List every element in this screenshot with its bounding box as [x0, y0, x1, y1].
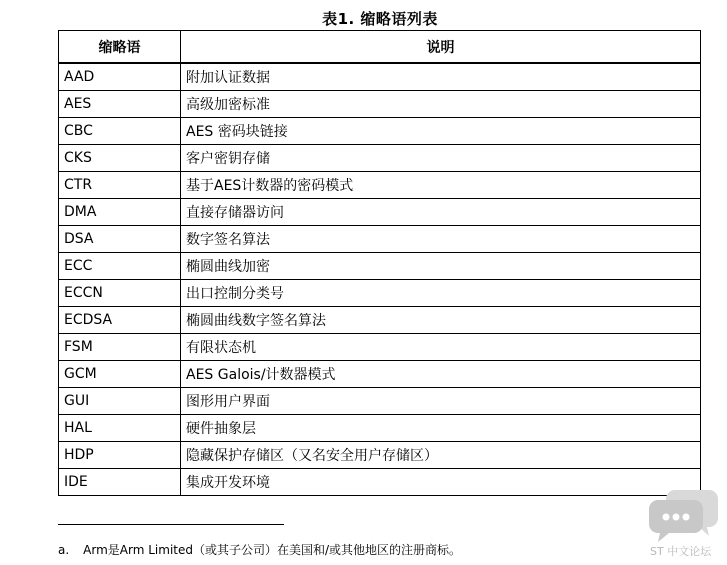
- abbreviation-cell: HAL: [59, 415, 181, 442]
- description-cell: 图形用户界面: [181, 388, 701, 415]
- description-cell: 有限状态机: [181, 334, 701, 361]
- footnote-divider: [58, 524, 284, 525]
- description-cell: 高级加密标准: [181, 91, 701, 118]
- footnote-marker: a.: [58, 543, 70, 557]
- table-row: [59, 172, 701, 199]
- table-row: [59, 145, 701, 172]
- description-cell: 直接存储器访问: [181, 199, 701, 226]
- table-row: [59, 388, 701, 415]
- description-cell: 附加认证数据: [181, 63, 701, 91]
- table-header-row: [59, 31, 701, 64]
- abbreviation-cell: CTR: [59, 172, 181, 199]
- table-row: [59, 361, 701, 388]
- description-cell: 基于AES计数器的密码模式: [181, 172, 701, 199]
- abbreviation-cell: CKS: [59, 145, 181, 172]
- table-caption: 表1. 缩略语列表: [322, 10, 438, 28]
- table-row: [59, 442, 701, 469]
- table-row: [59, 63, 701, 91]
- description-cell: 椭圆曲线数字签名算法: [181, 307, 701, 334]
- abbreviation-table: [58, 30, 701, 496]
- abbreviation-cell: ECCN: [59, 280, 181, 307]
- abbreviation-cell: FSM: [59, 334, 181, 361]
- abbreviation-cell: ECDSA: [59, 307, 181, 334]
- header-abbreviation: 缩略语: [59, 31, 181, 64]
- table-row: [59, 415, 701, 442]
- footnote-text: Arm是Arm Limited（或其子公司）在美国和/或其他地区的注册商标。: [83, 543, 462, 557]
- table-row: [59, 199, 701, 226]
- watermark-text: ST 中文论坛: [650, 545, 712, 558]
- description-cell: 隐藏保护存储区（又名安全用户存储区）: [181, 442, 701, 469]
- description-cell: 出口控制分类号: [181, 280, 701, 307]
- abbreviation-cell: AES: [59, 91, 181, 118]
- abbreviation-cell: IDE: [59, 469, 181, 496]
- table-row: [59, 226, 701, 253]
- table-row: [59, 469, 701, 496]
- forum-watermark: [645, 482, 725, 562]
- table-row: [59, 334, 701, 361]
- table-row: [59, 253, 701, 280]
- abbreviation-cell: GCM: [59, 361, 181, 388]
- abbreviation-cell: ECC: [59, 253, 181, 280]
- abbreviation-cell: DSA: [59, 226, 181, 253]
- footnote: [58, 541, 461, 558]
- description-cell: AES Galois/计数器模式: [181, 361, 701, 388]
- abbreviation-cell: CBC: [59, 118, 181, 145]
- table-row: [59, 118, 701, 145]
- table-row: [59, 91, 701, 118]
- description-cell: AES 密码块链接: [181, 118, 701, 145]
- table-row: [59, 307, 701, 334]
- chat-bubbles-icon: [645, 482, 725, 544]
- abbreviation-cell: AAD: [59, 63, 181, 91]
- description-cell: 客户密钥存储: [181, 145, 701, 172]
- description-cell: 集成开发环境: [181, 469, 701, 496]
- table-row: [59, 280, 701, 307]
- abbreviation-cell: HDP: [59, 442, 181, 469]
- description-cell: 硬件抽象层: [181, 415, 701, 442]
- abbreviation-cell: DMA: [59, 199, 181, 226]
- header-description: 说明: [181, 31, 701, 64]
- description-cell: 数字签名算法: [181, 226, 701, 253]
- abbreviation-cell: GUI: [59, 388, 181, 415]
- description-cell: 椭圆曲线加密: [181, 253, 701, 280]
